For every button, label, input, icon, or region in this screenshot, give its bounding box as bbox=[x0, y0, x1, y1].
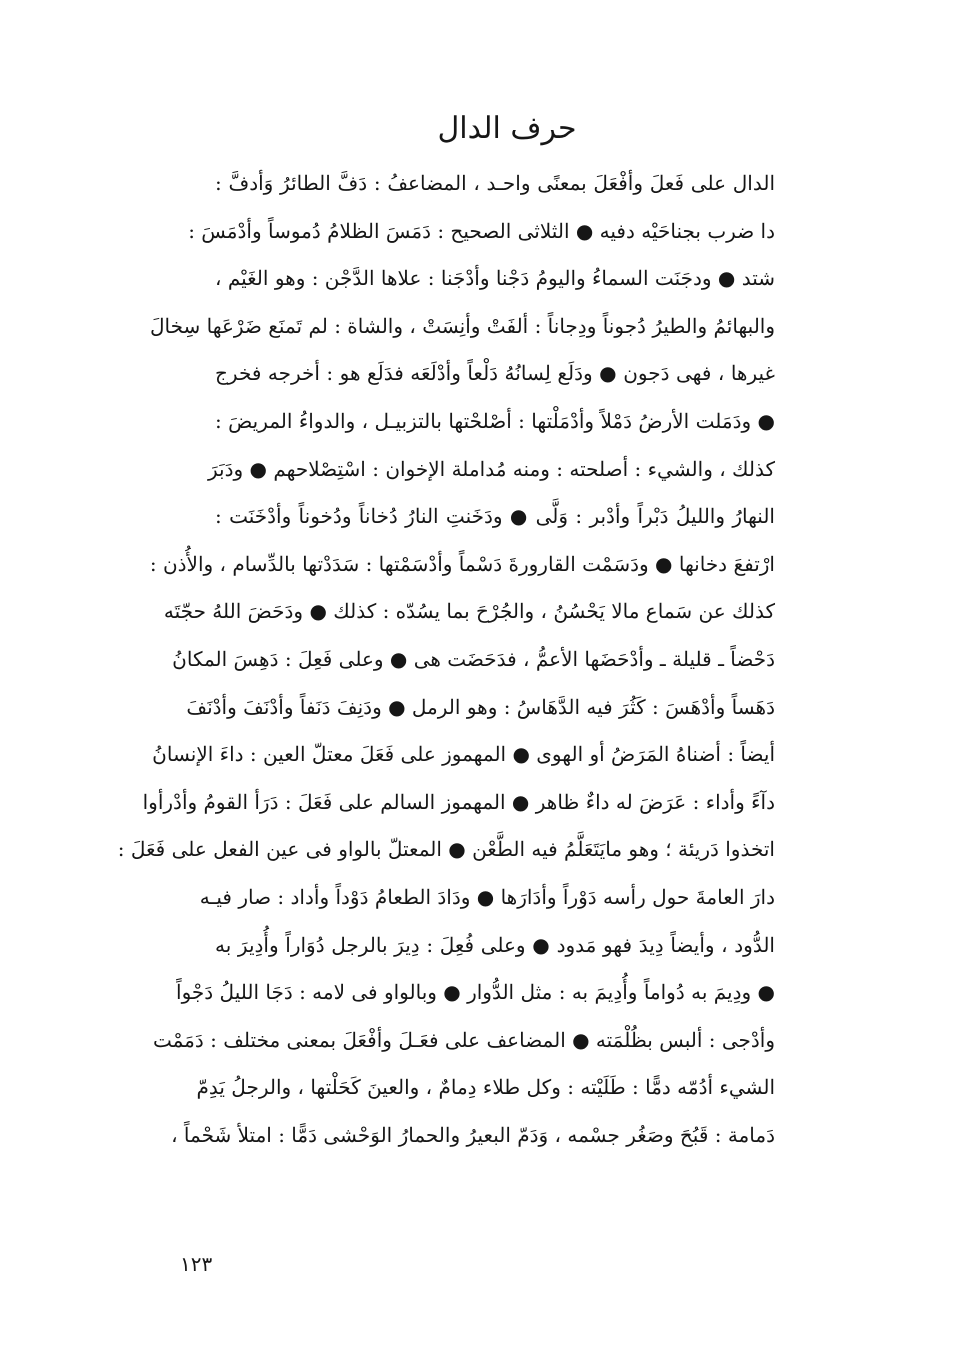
text-line: دَهَساً وأدْهَسَ : كَثُرَ فيه الدَّهَاسُ : وهو الرمل ● ودَنِفَ دَنَفاً وأدْنَفَ وأدْنَفَ bbox=[186, 694, 775, 719]
text-line: كذلك عن سَماع مالا يَحْسُنُ ، والجُرْحَ بما يسُدّه : كذلك ● ودَحَضَ اللهُ حجّتَه bbox=[163, 599, 775, 624]
text-line: النهارُ والليلُ دَبْراً وأدْبر : وَلَّى ● ودَخَنتِ النارُ دُخاناً ودُخوناً وأدْخَنَت : bbox=[215, 504, 775, 529]
text-line: ● ودِيمَ به دُواماً وأُدِيمَ به : مثل الدُّوار ● وبالواو فى لامه : دَجَا الليلُ دَجْواً bbox=[176, 980, 775, 1005]
text-line: دا ضرب بجناحَيْه دفيه ● الثلاثى الصحيح : دَمَسَ الظلامُ دُموساً وأدْمَسَ : bbox=[188, 218, 775, 243]
text-line: الدُّود ، وأيضاً دِيدَ فهو مَدود ● وعلى فُعِلَ : دِيرَ بالرجل دُوَاراً وأُدِيرَ به bbox=[215, 932, 775, 957]
text-line: ● ودَمَلت الأرضُ دَمْلاً وأدْمَلْتها : أصْلحْتها بالتزبيـل ، والدواءُ المريضَ : bbox=[215, 408, 775, 433]
text-line: دَمامة : قَبُحَ وصَغُر جسْمه ، وَدَمّ البعيرُ والحمارُ الوَحْشى دَمًّا : امتلأ شَحْماً ، bbox=[171, 1122, 775, 1147]
text-line: اتخذوا دَريئة ؛ وهو مايَتَعَلَّمُ فيه الطَّعْن ● المعتلّ بالواو فى عين الفعل على فَعَلَ : bbox=[117, 837, 775, 862]
text-line: أيضاً : أضناهُ المَرَضُ أو الهوى ● المهموز على فَعَلَ معتلّ العين : داءَ الإنسانُ bbox=[152, 742, 775, 767]
text-line: شتد ● ودجَنَت السماءُ واليومُ دَجْنا وأدْجَنا : علاها الدَّجْن : وهو الغَيْم ، bbox=[215, 266, 775, 291]
page-title: حرف الدال bbox=[437, 111, 577, 146]
text-line: الدال على فَعلَ وأفْعَلَ بمعنًى واحـد ، المضاعفُ : دَفَّ الطائرُ وَأدفَّ : bbox=[215, 171, 775, 195]
text-line: دَحْضاً ـ قليلة ـ وأدْحَضَها الأعمُّ ، فدَحَضَت هى ● وعلى فَعِلَ : دَهِسَ المكانُ bbox=[172, 646, 775, 671]
page-number: ١٢٣ bbox=[180, 1252, 213, 1276]
body-text bbox=[117, 160, 775, 1159]
text-line: ارْتفعَ دخانها ● ودَسَمْت القارورةَ دَسْماً وأدْسَمْتها : سَدَدْتها بالدِّسام ، والأُذن : bbox=[149, 551, 775, 576]
text-line: غيرها ، فهى دَجون ● ودَلَع لِسانُهُ دَلْعاً وأدْلَعَه فدَلَع هو : أخرجه فخرج bbox=[215, 361, 775, 386]
text-line: الشيء أدُمّه دمًّا : طَلَيْته : وكل طلاء دِمامٌ ، والعينَ كَحَلْتها ، والرجلُ يَدِمّ bbox=[196, 1075, 775, 1100]
text-line: دارَ العامةَ حول رأسه دَوْراً وأدَارَها ● ودَادَ الطعامُ دَوْداً وأداد : صار فيـه bbox=[199, 884, 775, 909]
text-line: كذلك ، والشيء : أصلحته : ومنه مُداملة الإخوان : اسْتِصْلاحهم ● ودَبَرَ bbox=[208, 456, 775, 481]
text-line: والبهائمُ والطيرُ دُجوناً ودِجاناً : ألفَتْ وأنِسَتْ ، والشاة : لم تَمنَع ضَرْعَها سِخالَ bbox=[150, 313, 775, 338]
text-line: وأدْجى : ألبس بظُلْمَته ● المضاعف على فعَـلَ وأفْعَلَ بمعنى مختلف : دَمَمْت bbox=[152, 1027, 775, 1052]
text-line: دآءً وأداء : عَرَضَ له داءٌ ظاهر ● المهموز السالم على فَعَلَ : دَرَأ القومُ وأدْرأوا bbox=[142, 789, 775, 814]
